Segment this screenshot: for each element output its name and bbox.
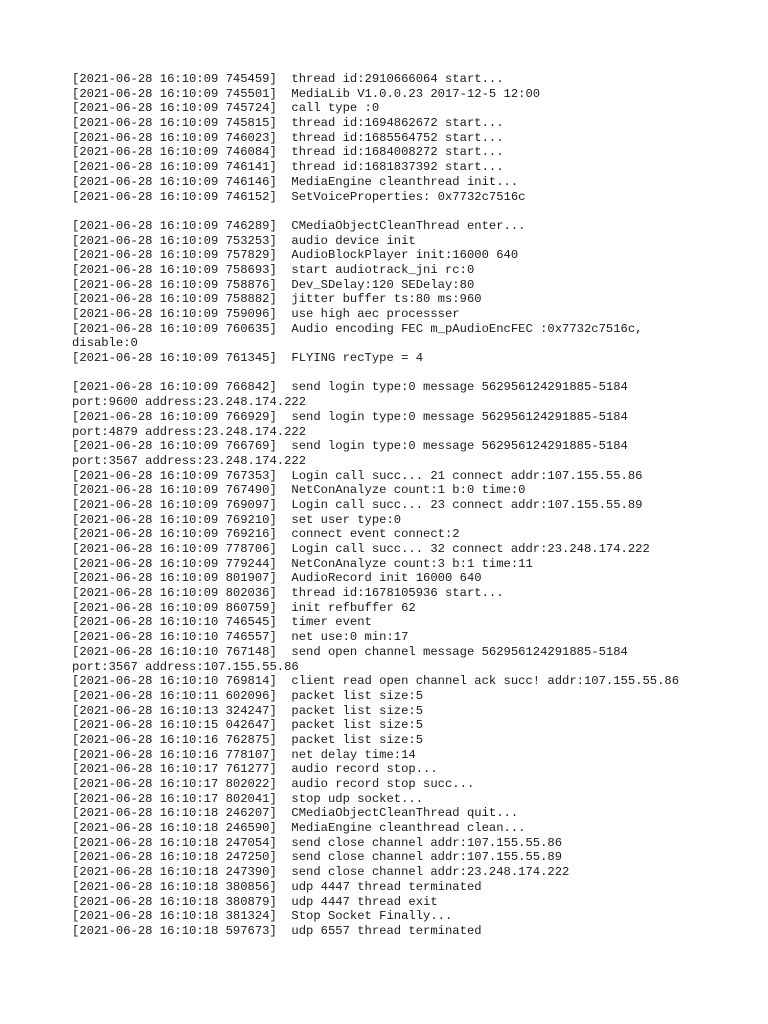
log-line: [2021-06-28 16:10:09 745815] thread id:1694862672 start... [72,116,504,131]
log-line: [2021-06-28 16:10:18 247054] send close channel addr:107.155.55.86 [72,835,563,850]
log-line: [2021-06-28 16:10:09 760635] Audio encoding FEC m_pAudioEncFEC :0x7732c7516c, [72,321,643,336]
log-line: [2021-06-28 16:10:09 769210] set user type:0 [72,512,402,527]
log-line: port:9600 address:23.248.174.222 [72,395,307,410]
log-line: [2021-06-28 16:10:09 746289] CMediaObjectCleanThread enter... [72,218,526,233]
log-line: [2021-06-28 16:10:09 758882] jitter buffer ts:80 ms:960 [72,292,482,307]
log-line: [2021-06-28 16:10:09 746023] thread id:1685564752 start... [72,130,504,145]
log-line: [2021-06-28 16:10:09 758693] start audiotrack_jni rc:0 [72,262,475,277]
log-line: [2021-06-28 16:10:09 767490] NetConAnalyze count:1 b:0 time:0 [72,483,526,498]
log-line: [2021-06-28 16:10:10 746557] net use:0 min:17 [72,630,409,645]
log-line: [2021-06-28 16:10:09 753253] audio device init [72,233,416,248]
log-line: [2021-06-28 16:10:09 757829] AudioBlockPlayer init:16000 640 [72,248,519,263]
log-line: [2021-06-28 16:10:09 761345] FLYING recType = 4 [72,351,424,366]
log-line: [2021-06-28 16:10:18 380856] udp 4447 thread terminated [72,879,482,894]
blank-line [72,204,722,219]
log-line: [2021-06-28 16:10:09 766929] send login type:0 message 562956124291885-5184 [72,409,628,424]
log-line: [2021-06-28 16:10:09 745724] call type :0 [72,101,380,116]
log-line: disable:0 [72,336,138,351]
log-line: [2021-06-28 16:10:18 246207] CMediaObjectCleanThread quit... [72,806,519,821]
log-line: [2021-06-28 16:10:16 778107] net delay time:14 [72,747,416,762]
log-line: [2021-06-28 16:10:09 860759] init refbuffer 62 [72,600,416,615]
log-line: [2021-06-28 16:10:13 324247] packet list size:5 [72,703,424,718]
log-line: [2021-06-28 16:10:09 745459] thread id:2910666064 start... [72,72,504,86]
log-line: [2021-06-28 16:10:10 746545] timer event [72,615,372,630]
log-line: [2021-06-28 16:10:09 779244] NetConAnalyze count:3 b:1 time:11 [72,556,533,571]
log-line: [2021-06-28 16:10:09 778706] Login call succ... 32 connect addr:23.248.174.222 [72,542,650,556]
log-line: [2021-06-28 16:10:09 801907] AudioRecord init 16000 640 [72,571,482,586]
blank-line [72,366,722,381]
log-line: [2021-06-28 16:10:17 761277] audio record stop... [72,762,438,777]
log-line: [2021-06-28 16:10:09 746152] SetVoiceProperties: 0x7732c7516c [72,189,526,204]
log-line: [2021-06-28 16:10:09 758876] Dev_SDelay:120 SEDelay:80 [72,277,475,292]
log-text-block [72,72,722,939]
log-line: [2021-06-28 16:10:11 602096] packet list size:5 [72,688,424,703]
log-line: port:3567 address:107.155.55.86 [72,659,299,674]
log-line: port:3567 address:23.248.174.222 [72,453,307,468]
log-line: [2021-06-28 16:10:15 042647] packet list size:5 [72,718,424,733]
log-line: [2021-06-28 16:10:09 766842] send login type:0 message 562956124291885-5184 [72,380,628,395]
log-line: [2021-06-28 16:10:18 380879] udp 4447 thread exit [72,894,438,909]
log-line: [2021-06-28 16:10:09 769097] Login call succ... 23 connect addr:107.155.55.89 [72,497,643,512]
log-line: [2021-06-28 16:10:09 769216] connect event connect:2 [72,527,460,542]
log-line: [2021-06-28 16:10:10 767148] send open channel message 562956124291885-5184 [72,644,628,659]
log-line: [2021-06-28 16:10:18 247390] send close channel addr:23.248.174.222 [72,865,570,880]
log-line: [2021-06-28 16:10:17 802041] stop udp socket... [72,791,424,806]
log-line: [2021-06-28 16:10:16 762875] packet list size:5 [72,732,424,747]
log-line: [2021-06-28 16:10:09 745501] MediaLib V1.0.0.23 2017-12-5 12:00 [72,86,541,101]
log-line: [2021-06-28 16:10:09 767353] Login call succ... 21 connect addr:107.155.55.86 [72,468,643,483]
log-line: [2021-06-28 16:10:10 769814] client read open channel ack succ! addr:107.155.55.86 [72,674,680,689]
log-line: [2021-06-28 16:10:18 597673] udp 6557 thread terminated [72,923,482,938]
log-line: [2021-06-28 16:10:09 746146] MediaEngine cleanthread init... [72,174,519,189]
log-line: [2021-06-28 16:10:09 766769] send login type:0 message 562956124291885-5184 [72,439,628,454]
log-line: [2021-06-28 16:10:18 246590] MediaEngine cleanthread clean... [72,821,526,836]
log-line: [2021-06-28 16:10:09 802036] thread id:1678105936 start... [72,586,504,601]
log-line: port:4879 address:23.248.174.222 [72,424,307,439]
log-line: [2021-06-28 16:10:18 381324] Stop Socket Finally... [72,909,453,924]
log-line: [2021-06-28 16:10:09 759096] use high aec processser [72,307,460,321]
log-line: [2021-06-28 16:10:17 802022] audio record stop succ... [72,777,475,791]
log-line: [2021-06-28 16:10:18 247250] send close channel addr:107.155.55.89 [72,850,563,865]
log-line: [2021-06-28 16:10:09 746141] thread id:1681837392 start... [72,160,504,175]
log-line: [2021-06-28 16:10:09 746084] thread id:1684008272 start... [72,145,504,160]
